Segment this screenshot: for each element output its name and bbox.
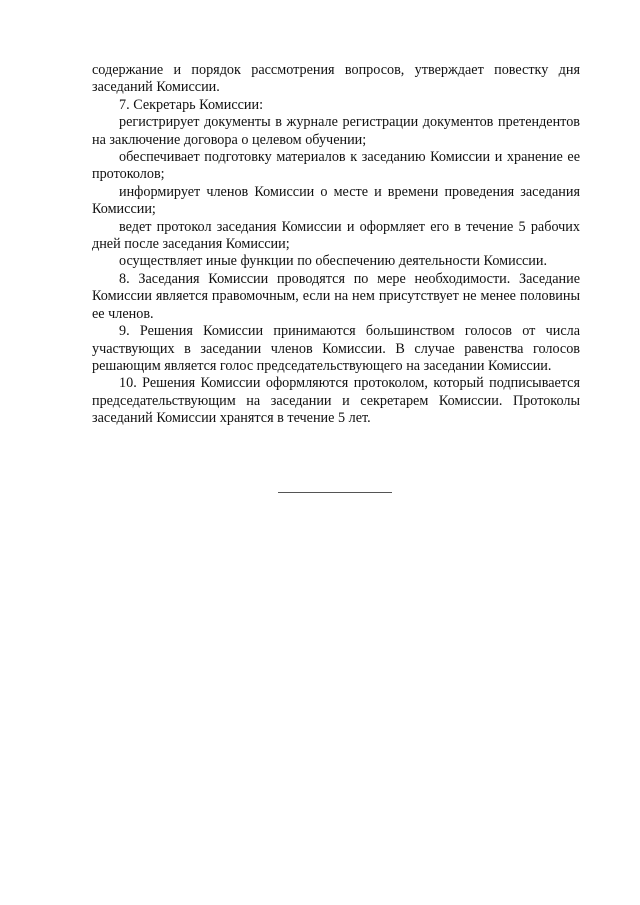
end-divider <box>278 492 392 493</box>
paragraph-continuation: содержание и порядок рассмотрения вопросов, утверждает повестку дня заседаний Комиссии. <box>92 62 580 96</box>
document-body <box>92 62 580 428</box>
paragraph-item-8: 8. Заседания Комиссии проводятся по мере необходимости. Заседание Комиссии является правомочным, если на нем присутствует не менее половины ее членов. <box>92 270 580 322</box>
paragraph-prepares-materials: обеспечивает подготовку материалов к заседанию Комиссии и хранение ее протоколов; <box>92 149 580 183</box>
paragraph-item-7-heading: 7. Секретарь Комиссии: <box>119 96 264 113</box>
paragraph-informs-members: информирует членов Комиссии о месте и времени проведения заседания Комиссии; <box>92 183 580 218</box>
paragraph-keeps-minutes: ведет протокол заседания Комиссии и оформляет его в течение 5 рабочих дней после заседания Комиссии; <box>92 218 580 253</box>
paragraph-registers-documents: регистрирует документы в журнале регистрации документов претендентов на заключение договора о целевом обучении; <box>92 114 580 148</box>
paragraph-item-10: 10. Решения Комиссии оформляются протоколом, который подписывается председательствующим на заседании и секретарем Комиссии. Протоколы заседаний Комиссии хранятся в течение 5 лет. <box>92 375 580 427</box>
paragraph-other-functions: осуществляет иные функции по обеспечению деятельности Комиссии. <box>119 253 548 270</box>
paragraph-item-9: 9. Решения Комиссии принимаются большинством голосов от числа участвующих в заседании членов Комиссии. В случае равенства голосов решающим является голос председательствующего на заседании Комиссии. <box>92 323 580 374</box>
